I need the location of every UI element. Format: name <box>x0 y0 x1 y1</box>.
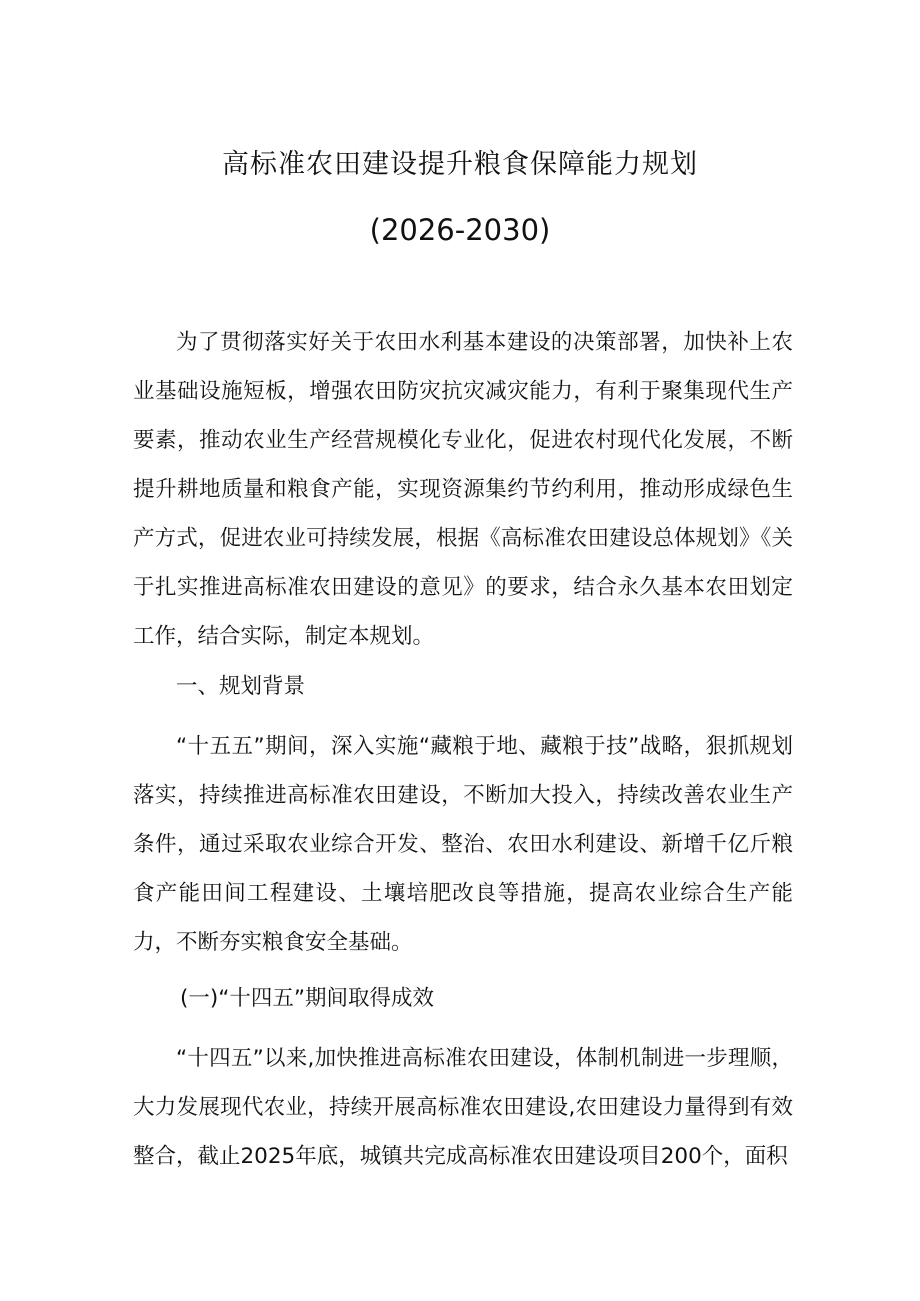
document-title: 高标准农田建设提升粮食保障能力规划 <box>222 149 698 180</box>
subsection-heading-achievements: (一)“十四五”期间取得成效 <box>180 986 435 1011</box>
intro-paragraph: 为了贯彻落实好关于农田水利基本建设的决策部署，加快补上农业基础设施短板，增强农田防灾抗灾减灾能力，有利于聚集现代生产要素，推动农业生产经营规模化专业化，促进农村现代化发展，不断提升耕地质量和粮食产能，实现资源集约节约利用，推动形成绿色生产方式，促进农业可持续发展，根据《高标准农田建设总体规划》《关于扎实推进高标准农田建设的意见》的要求，结合永久基本农田划定工作，结合实际，制定本规划。 <box>133 330 793 649</box>
section-background-paragraph: “十五五”期间，深入实施“藏粮于地、藏粮于技”战略，狠抓规划落实，持续推进高标准农田建设，不断加大投入，持续改善农业生产条件，通过采取农业综合开发、整治、农田水利建设、新增千亿斤粮食产能田间工程建设、土壤培肥改良等措施，提高农业综合生产能力，不断夯实粮食安全基础。 <box>133 734 793 955</box>
subsection-achievements-paragraph: “十四五”以来,加快推进高标准农田建设，体制机制进一步理顺，大力发展现代农业，持续开展高标准农田建设,农田建设力量得到有效整合，截止2025年底，城镇共完成高标准农田建设项目200个，面积 <box>133 1046 793 1169</box>
section-heading-background: 一、规划背景 <box>176 674 306 699</box>
document-years: (2026-2030) <box>369 213 551 247</box>
